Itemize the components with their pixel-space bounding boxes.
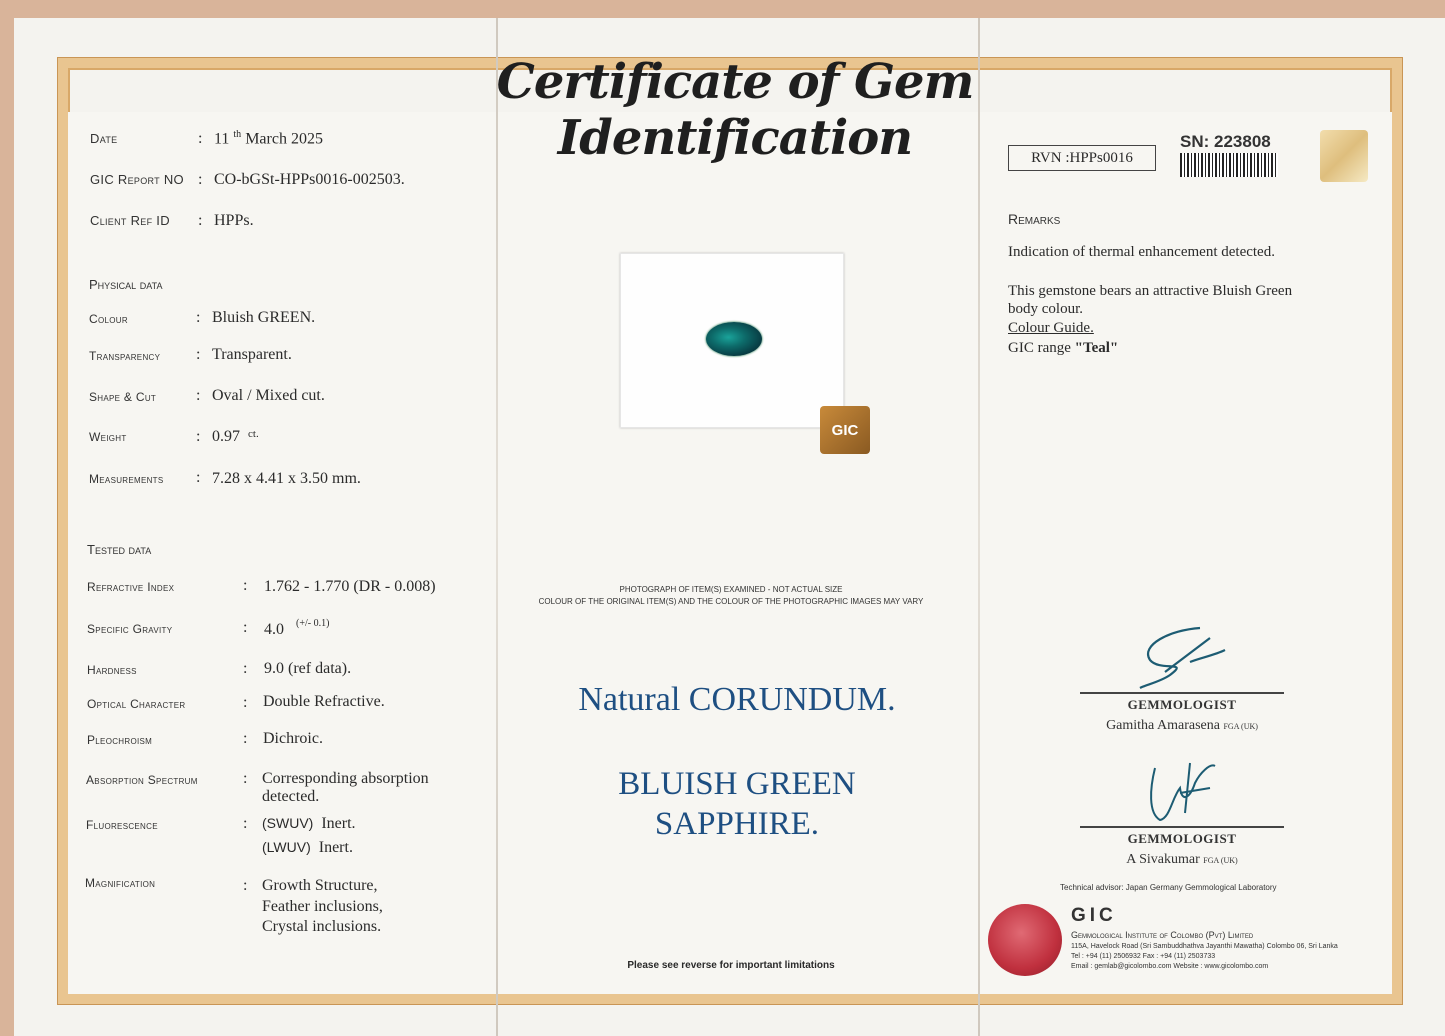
colon: : (243, 877, 248, 894)
colon: : (196, 469, 201, 486)
colon: : (243, 730, 248, 747)
colon: : (243, 770, 248, 787)
signature-line (1080, 692, 1284, 694)
limitations-note: Please see reverse for important limitations (627, 960, 835, 971)
transparency-value: Transparent. (212, 346, 292, 363)
signature-line (1080, 826, 1284, 828)
shape-value: Oval / Mixed cut. (212, 387, 325, 404)
colour-label: Colour (89, 312, 128, 326)
fluorescence-swuv: (SWUV) Inert. (262, 815, 356, 832)
colon: : (243, 619, 248, 636)
client-label: Client Ref ID (90, 213, 170, 228)
ri-label: Refractive Index (87, 580, 175, 594)
gemmologist-title: GEMMOLOGIST (1127, 697, 1237, 712)
hardness-value: 9.0 (ref data). (264, 660, 352, 677)
gemmologist-name: A Sivakumar FGA (UK) (1126, 852, 1238, 867)
technical-advisor: Technical advisor: Japan Germany Gemmological Laboratory (1060, 883, 1277, 892)
absorption-value: Corresponding absorption (262, 770, 429, 787)
org-address: 115A, Havelock Road (Sri Sambuddhathva Jayanthi Mawatha) Colombo 06, Sri Lanka (1071, 943, 1338, 950)
barcode (1180, 153, 1278, 177)
remark: body colour. (1008, 301, 1083, 317)
shape-label: Shape & Cut (89, 390, 157, 404)
remark: GIC range "Teal" (1008, 340, 1119, 356)
remark: Indication of thermal enhancement detected. (1008, 244, 1275, 260)
gemmologist-title: GEMMOLOGIST (1127, 831, 1237, 846)
rvn-box: RVN :HPPs0016 (1008, 145, 1156, 171)
physical-heading: Physical data (89, 277, 163, 292)
hardness-label: Hardness (87, 663, 137, 677)
transparency-label: Transparency (89, 349, 161, 363)
signature-2 (1140, 758, 1220, 828)
colon: : (196, 428, 201, 445)
colon: : (243, 815, 248, 832)
sg-label: Specific Gravity (87, 622, 173, 636)
variety: SAPPHIRE. (654, 806, 820, 842)
hologram-sticker (1320, 130, 1368, 182)
measurements-label: Measurements (89, 472, 164, 486)
report-label: GIC Report NO (90, 172, 184, 187)
sg-value: 4.0 $^{(+/- 0.1)}$ (264, 618, 330, 638)
pleochroism-value: Dichroic. (263, 730, 323, 747)
report-number: CO-bGSt-HPPs0016-002503. (214, 171, 405, 188)
date-label: Date (90, 131, 118, 146)
fold-line (978, 18, 980, 1036)
colon: : (196, 387, 201, 404)
gemmologist-name: Gamitha Amarasena FGA (UK) (1106, 718, 1258, 733)
optical-value: Double Refractive. (263, 693, 385, 710)
photo-caption: PHOTOGRAPH OF ITEM(S) EXAMINED - NOT ACTUAL SIZE (619, 585, 843, 594)
colon: : (198, 212, 203, 229)
weight-label: Weight (89, 430, 127, 444)
date-value: 11 $^{th}$ March 2025 (214, 129, 323, 148)
fluorescence-label: Fluorescence (86, 818, 158, 832)
signature-1 (1130, 620, 1230, 692)
org-logo-text: GIC (1071, 905, 1117, 926)
colon: : (243, 694, 248, 711)
org-phone: Tel : +94 (11) 2506932 Fax : +94 (11) 2503733 (1071, 953, 1216, 960)
absorption-label: Absorption Spectrum (86, 773, 198, 787)
ri-value: 1.762 - 1.770 (DR - 0.008) (264, 578, 436, 595)
client-ref: HPPs. (214, 212, 254, 229)
org-name: Gemmological Institute of Colombo (Pvt) Limited (1071, 930, 1254, 940)
colon: : (196, 346, 201, 363)
optical-label: Optical Character (87, 697, 186, 711)
colon: : (243, 660, 248, 677)
gemstone-image (706, 322, 762, 356)
magnification-value: Growth Structure, (262, 877, 378, 894)
magnification-label: Magnification (85, 876, 156, 890)
fold-line (496, 18, 498, 1036)
magnification-value: Feather inclusions, (262, 898, 383, 915)
serial-number: SN: 223808 (1180, 132, 1271, 151)
org-email: Email : gemlab@gicolombo.com Website : www.gicolombo.com (1071, 963, 1269, 970)
pleochroism-label: Pleochroism (87, 733, 153, 747)
remark: This gemstone bears an attractive Bluish Green (1008, 283, 1293, 299)
photo-caption: COLOUR OF THE ORIGINAL ITEM(S) AND THE COLOUR OF THE PHOTOGRAPHIC IMAGES MAY VARY (538, 597, 924, 606)
colour-guide-label: Colour Guide. (1008, 320, 1094, 336)
colon: : (198, 130, 203, 147)
tested-heading: Tested data (87, 542, 152, 557)
fluorescence-lwuv: (LWUV) Inert. (262, 839, 353, 856)
colon: : (196, 309, 201, 326)
weight-value: 0.97 $^{ct.}$ (212, 428, 259, 445)
colon: : (198, 171, 203, 188)
colour-value: Bluish GREEN. (212, 309, 316, 326)
certificate-title: Certificate of Gem Identification (496, 54, 974, 166)
wax-seal (988, 904, 1062, 976)
variety: BLUISH GREEN (618, 766, 856, 802)
gic-seal-sticker: GIC (820, 406, 870, 454)
measurements-value: 7.28 x 4.41 x 3.50 mm. (212, 470, 361, 487)
magnification-value: Crystal inclusions. (262, 918, 382, 935)
species: Natural CORUNDUM. (578, 681, 896, 718)
remarks-heading: Remarks (1008, 211, 1061, 227)
colon: : (243, 577, 248, 594)
absorption-value: detected. (262, 788, 320, 805)
